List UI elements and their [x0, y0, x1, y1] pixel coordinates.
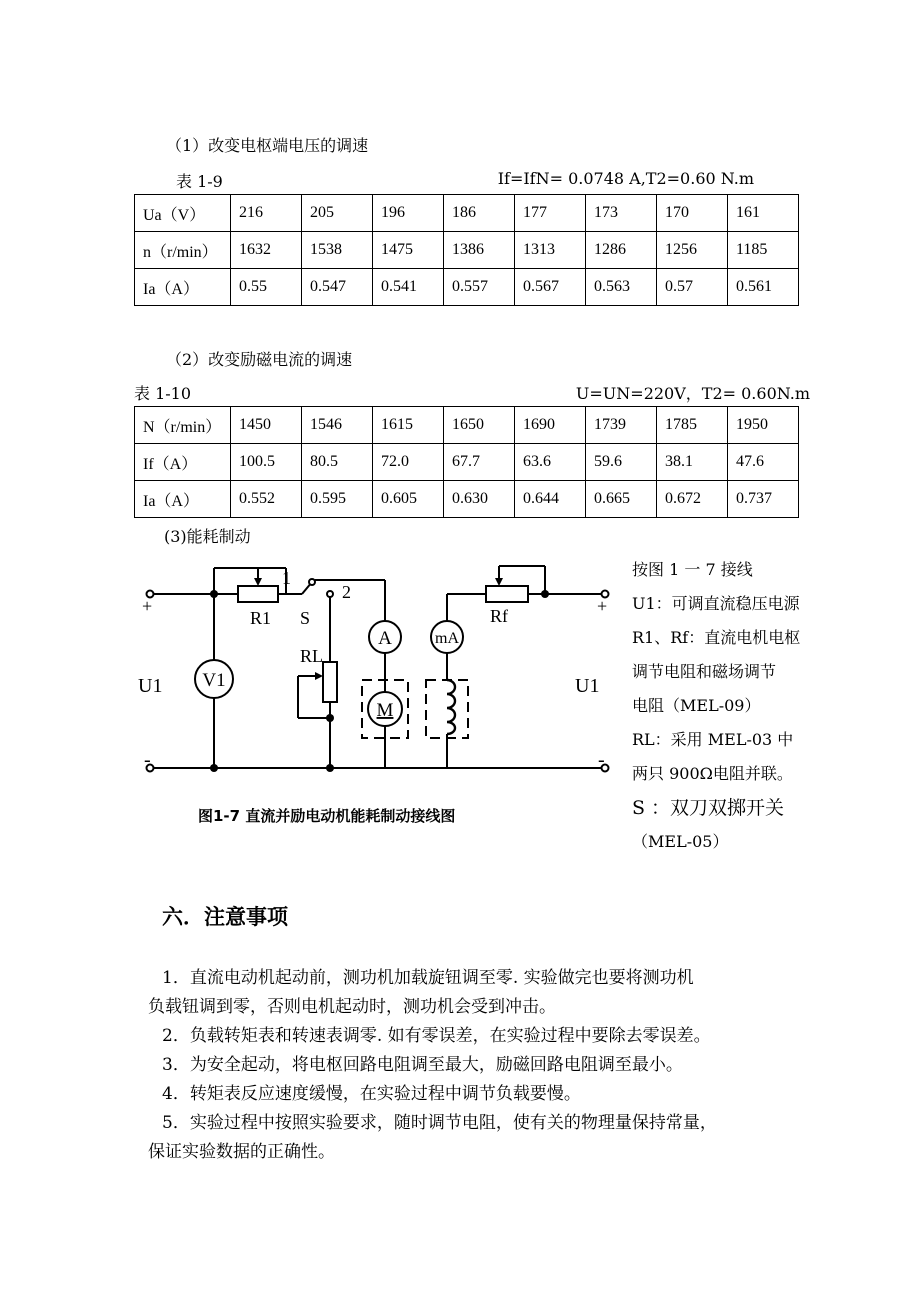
r1-resistor-icon: [238, 586, 278, 602]
row-label-cell: n（r/min）: [135, 232, 231, 269]
table-cell: 161: [728, 195, 799, 232]
table-cell: 216: [231, 195, 302, 232]
table-1-10-conditions: U=UN=220V，T2= 0.60N.m: [575, 384, 810, 403]
motor-label: M: [376, 700, 394, 721]
switch-contact-2-icon: [327, 591, 333, 597]
table-cell: 100.5: [231, 444, 302, 481]
table-cell: 0.630: [444, 481, 515, 518]
table-cell: 0.541: [373, 269, 444, 306]
legend-line: 两只 900Ω电阻并联。: [632, 764, 793, 783]
table-1-9-conditions: If=IfN= 0.0748 A,T2=0.60 N.m: [497, 169, 754, 188]
table-1-10: [134, 406, 799, 518]
right-minus-label: -: [598, 749, 605, 771]
rf-resistor-icon: [486, 586, 528, 602]
rf-label: Rf: [490, 606, 508, 626]
row-label-cell: Ua（V）: [135, 195, 231, 232]
note-line: 5．实验过程中按照实验要求，随时调节电阻，使有关的物理量保持常量，: [162, 1113, 717, 1133]
ammeter-label: A: [378, 628, 392, 649]
left-minus-label: -: [144, 749, 151, 771]
legend-line: R1、Rf：直流电机电枢: [632, 628, 801, 647]
table-1-9-body: [135, 195, 799, 306]
notes-list: [148, 964, 828, 1167]
r1-label: R1: [250, 608, 272, 628]
diagram-legend: [632, 553, 832, 859]
row-label-cell: Ia（A）: [135, 269, 231, 306]
table-cell: 1950: [728, 407, 799, 444]
table-cell: 186: [444, 195, 515, 232]
note-line: 3．为安全起动，将电枢回路电阻调至最大，励磁回路电阻调至最小。: [162, 1055, 683, 1075]
table-cell: 47.6: [728, 444, 799, 481]
right-plus-label: +: [597, 596, 608, 616]
legend-line: RL：采用 MEL-03 中: [632, 730, 794, 749]
table-cell: 0.665: [586, 481, 657, 518]
row-label-cell: Ia（A）: [135, 481, 231, 518]
table-row: [135, 481, 799, 518]
table-cell: 0.57: [657, 269, 728, 306]
section2-title: （2）改变励磁电流的调速: [166, 350, 353, 369]
note-line: 4．转矩表反应速度缓慢，在实验过程中调节负载要慢。: [162, 1084, 581, 1104]
table-cell: 1185: [728, 232, 799, 269]
table-row: [135, 444, 799, 481]
legend-line: 调节电阻和磁场调节: [632, 662, 777, 681]
table-cell: 0.561: [728, 269, 799, 306]
table-cell: 1739: [586, 407, 657, 444]
table-1-10-body: [135, 407, 799, 518]
table-cell: 1546: [302, 407, 373, 444]
table-row: [135, 195, 799, 232]
left-plus-label: +: [142, 596, 153, 616]
table-cell: 1475: [373, 232, 444, 269]
table-cell: 38.1: [657, 444, 728, 481]
legend-line: （MEL-05）: [632, 832, 729, 851]
braking-circuit-diagram: [130, 552, 620, 812]
table-cell: 1690: [515, 407, 586, 444]
diagram-caption: 图1-7 直流并励电动机能耗制动接线图: [198, 807, 456, 825]
table-cell: 0.547: [302, 269, 373, 306]
table-1-10-label: 表 1-10: [134, 384, 192, 403]
note-line: 负载钮调到零，否则电机起动时，测功机会受到冲击。: [148, 997, 556, 1017]
section3-title: (3)能耗制动: [164, 527, 251, 546]
field-coil-icon: [447, 680, 455, 734]
table-cell: 0.563: [586, 269, 657, 306]
table-1-10-caption: [134, 381, 810, 404]
row-label-cell: N（r/min）: [135, 407, 231, 444]
table-cell: 1256: [657, 232, 728, 269]
right-u1-label: U1: [575, 675, 600, 697]
switch-pos1-label: 1: [282, 568, 291, 588]
table-cell: 1785: [657, 407, 728, 444]
voltmeter-label: V1: [202, 670, 226, 691]
table-cell: 67.7: [444, 444, 515, 481]
table-cell: 1538: [302, 232, 373, 269]
table-cell: 0.552: [231, 481, 302, 518]
table-cell: 170: [657, 195, 728, 232]
note-line: 2．负载转矩表和转速表调零. 如有零误差，在实验过程中要除去零误差。: [162, 1026, 711, 1046]
legend-line: U1：可调直流稳压电源: [632, 594, 800, 613]
table-cell: 173: [586, 195, 657, 232]
table-cell: 72.0: [373, 444, 444, 481]
rl-label: RL: [300, 646, 324, 666]
table-cell: 0.737: [728, 481, 799, 518]
section6-heading: 六．注意事项: [162, 905, 288, 929]
table-cell: 1615: [373, 407, 444, 444]
table-cell: 80.5: [302, 444, 373, 481]
table-cell: 0.672: [657, 481, 728, 518]
left-u1-label: U1: [138, 675, 163, 697]
note-line: 1．直流电动机起动前，测功机加载旋钮调至零. 实验做完也要将测功机: [162, 968, 694, 988]
table-row: [135, 269, 799, 306]
table-cell: 63.6: [515, 444, 586, 481]
row-label-cell: If（A）: [135, 444, 231, 481]
table-cell: 0.605: [373, 481, 444, 518]
table-cell: 196: [373, 195, 444, 232]
table-row: [135, 407, 799, 444]
table-row: [135, 232, 799, 269]
switch-pos2-label: 2: [342, 582, 351, 602]
legend-line: 按图 1 一 7 接线: [632, 560, 753, 579]
rl-resistor-icon: [323, 662, 337, 702]
milliammeter-label: mA: [435, 630, 459, 647]
table-1-9-label: 表 1-9: [176, 172, 223, 191]
table-cell: 0.567: [515, 269, 586, 306]
table-cell: 1313: [515, 232, 586, 269]
table-cell: 1650: [444, 407, 515, 444]
table-cell: 205: [302, 195, 373, 232]
table-cell: 0.557: [444, 269, 515, 306]
table-cell: 177: [515, 195, 586, 232]
switch-label: S: [300, 608, 311, 628]
legend-line: 电阻（MEL-09）: [632, 696, 761, 715]
table-cell: 0.55: [231, 269, 302, 306]
legend-line: S ：双刀双掷开关: [632, 797, 785, 819]
switch-contact-1-icon: [309, 579, 315, 585]
table-cell: 1386: [444, 232, 515, 269]
table-cell: 1286: [586, 232, 657, 269]
table-cell: 1450: [231, 407, 302, 444]
table-1-9-caption: [176, 169, 754, 192]
table-1-9: [134, 194, 799, 306]
section1-title: （1）改变电枢端电压的调速: [166, 136, 369, 155]
table-cell: 0.595: [302, 481, 373, 518]
table-cell: 1632: [231, 232, 302, 269]
table-cell: 59.6: [586, 444, 657, 481]
note-line: 保证实验数据的正确性。: [148, 1142, 335, 1162]
table-cell: 0.644: [515, 481, 586, 518]
